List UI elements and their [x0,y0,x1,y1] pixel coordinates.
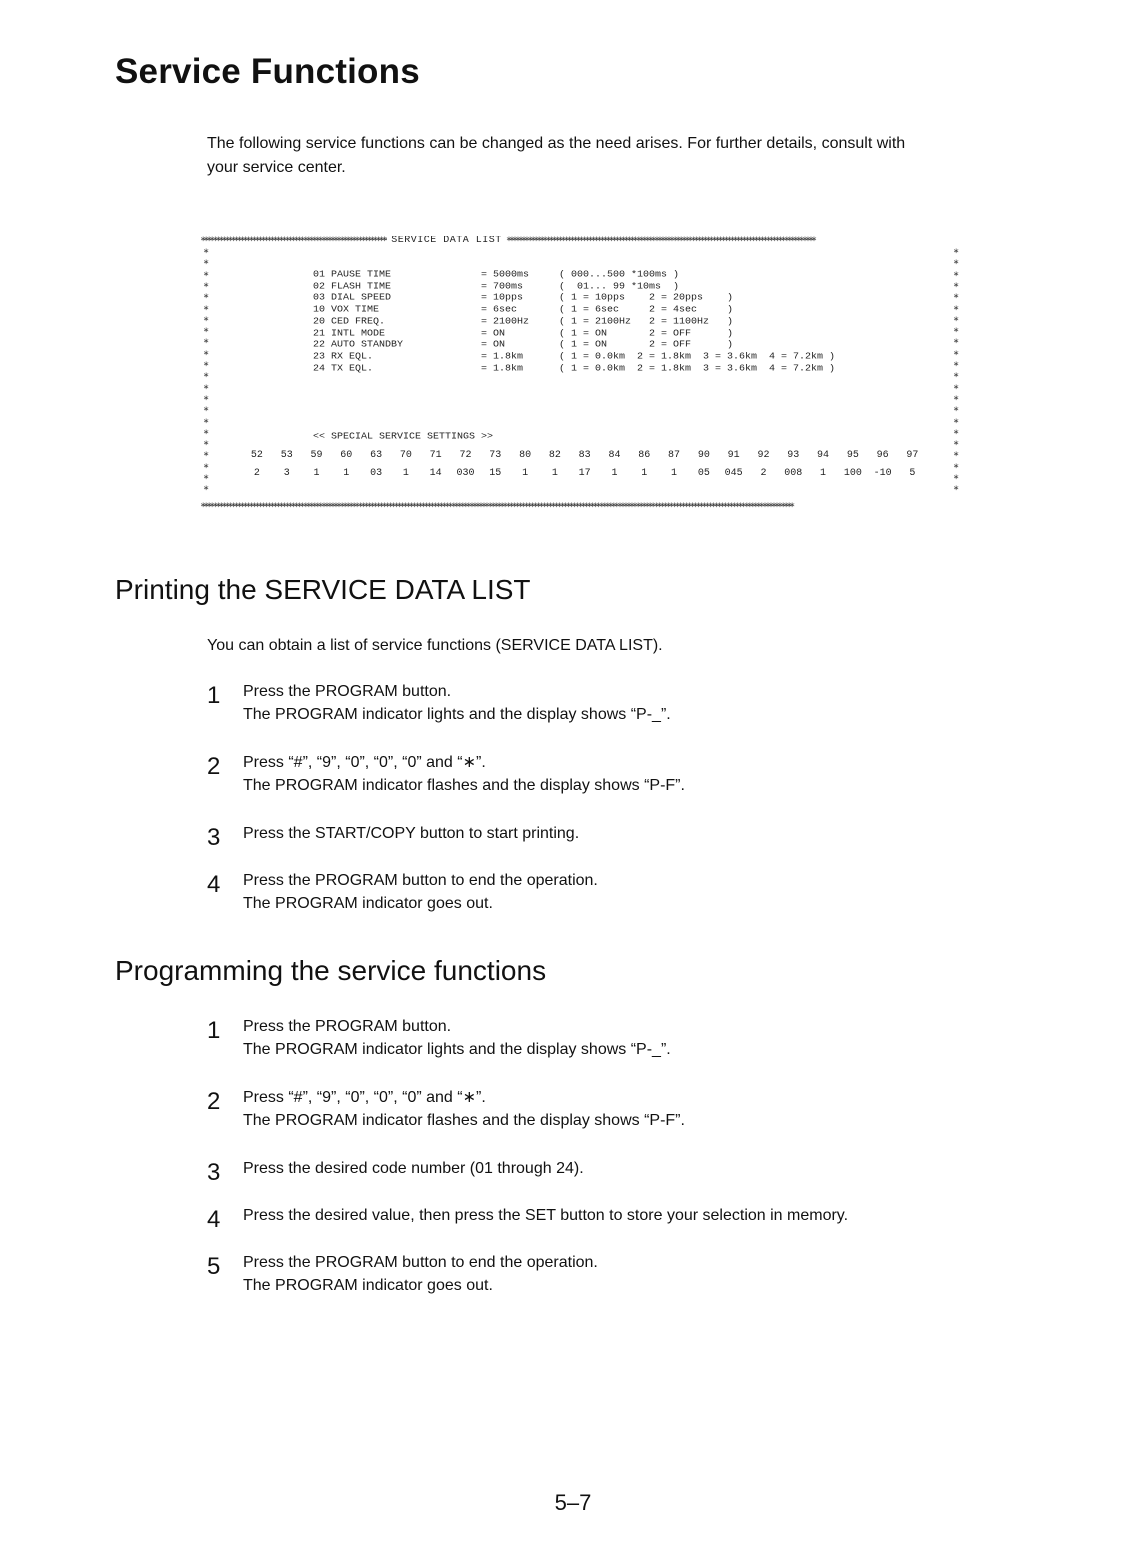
special-value: 03 [370,468,383,479]
service-options: ( 1 = 0.0km 2 = 1.8km 3 = 3.6km 4 = 7.2km ) [559,363,836,374]
border-star: ∗ [952,348,959,360]
step-text: Press the PROGRAM button. [243,683,452,700]
border-star: ∗ [203,393,210,405]
border-star: ∗ [952,450,959,462]
special-value: 15 [489,468,502,479]
special-value: 2 [253,468,260,479]
special-code: 60 [340,450,353,461]
border-star: ∗ [203,484,210,496]
border-star: ∗ [952,439,959,451]
service-row [313,270,679,281]
special-value: 008 [784,468,803,479]
special-code: 71 [429,450,442,461]
service-options: ( 1 = 0.0km 2 = 1.8km 3 = 3.6km 4 = 7.2km ) [559,351,836,362]
service-code: 21 INTL MODE [313,328,386,339]
border-star: ∗ [952,280,959,292]
service-row [313,329,733,340]
service-code: 02 FLASH TIME [313,281,392,292]
step-number: 1 [207,682,221,709]
special-values-row [242,468,927,480]
service-row [313,352,835,363]
step-number: 4 [207,871,221,898]
special-value: 1 [313,468,320,479]
service-code: 23 RX EQL. [313,351,374,362]
step-number: 3 [207,824,221,851]
page-title: Service Functions [115,52,420,91]
special-code: 70 [399,450,412,461]
step-number: 5 [207,1253,221,1280]
service-row [313,305,733,316]
border-star: ∗ [203,303,210,315]
border-star: ∗ [203,292,210,304]
step-number: 3 [207,1159,221,1186]
special-code: 82 [548,450,561,461]
special-code: 87 [668,450,681,461]
service-value: = ON [481,328,506,339]
border-star: ∗ [203,371,210,383]
border-star: ∗ [203,258,210,270]
special-code: 91 [727,450,740,461]
service-code: 10 VOX TIME [313,305,380,315]
service-code: 03 DIAL SPEED [313,293,392,304]
border-star: ∗ [952,393,959,405]
special-value: 045 [724,468,743,479]
special-code: 90 [697,450,710,461]
service-options: ( 1 = 10pps 2 = 20pps ) [559,293,734,304]
border-star: ∗ [952,292,959,304]
special-code: 52 [250,450,263,461]
service-data-list-printout [200,236,965,512]
special-code: 93 [787,450,800,461]
printout-bottom-border: ∗∗∗∗∗∗∗∗∗∗∗∗∗∗∗∗∗∗∗∗∗∗∗∗∗∗∗∗∗∗∗∗∗∗∗∗∗∗∗∗∗∗∗∗∗∗∗∗∗∗∗∗∗∗∗∗∗∗∗∗∗∗∗∗∗∗∗∗∗∗∗∗∗∗∗∗∗∗∗∗∗∗∗∗∗∗∗∗∗∗∗∗∗∗∗∗∗∗∗∗∗∗∗∗∗∗∗∗∗∗∗∗∗∗∗∗∗∗∗∗∗∗∗∗∗∗∗∗∗∗∗∗∗∗∗∗∗∗∗∗∗∗∗∗∗∗∗∗∗∗∗∗∗∗∗∗∗∗∗∗∗∗∗∗∗∗∗∗∗∗∗∗∗∗∗∗∗∗∗∗∗∗∗∗∗∗∗∗∗∗∗∗∗∗∗∗ [200,502,793,512]
border-star: ∗ [203,247,210,258]
step-text: Press the PROGRAM button to end the operation. [243,1254,598,1271]
step-text: Press “#”, “9”, “0”, “0”, “0” and “∗”. [243,1089,486,1106]
service-value: = 700ms [481,281,524,292]
border-star: ∗ [952,303,959,315]
special-value: 1 [641,468,648,479]
service-row [313,282,679,293]
special-value: 1 [402,468,409,479]
special-value: 1 [611,468,618,479]
step-text: Press the START/COPY button to start printing. [243,825,580,842]
special-settings-title: << SPECIAL SERVICE SETTINGS >> [313,432,494,442]
step-number: 4 [207,1206,221,1233]
step-text: Press “#”, “9”, “0”, “0”, “0” and “∗”. [243,754,486,771]
step-text: Press the desired code number (01 through 24). [243,1160,584,1177]
border-star: ∗ [952,461,959,473]
programming-section-heading: Programming the service functions [115,955,547,986]
border-star: ∗ [203,326,210,338]
service-options: ( 1 = ON 2 = OFF ) [559,328,734,339]
border-star: ∗ [952,269,959,281]
border-star: ∗ [952,314,959,326]
service-code: 01 PAUSE TIME [313,270,392,280]
step-text: Press the PROGRAM button to end the operation. [243,872,598,889]
service-options: ( 01... 99 *10ms ) [559,281,680,292]
step-number: 2 [207,1088,221,1115]
printout-top-border: ∗∗∗∗∗∗∗∗∗∗∗∗∗∗∗∗∗∗∗∗∗∗∗∗∗∗∗∗∗∗∗∗∗∗∗∗∗∗∗∗∗∗∗∗∗∗∗∗∗∗∗∗∗∗∗∗∗∗∗∗∗∗ SERVICE DATA LIST ∗∗∗∗∗∗∗∗∗∗∗∗∗∗∗∗∗∗∗∗∗∗∗∗∗∗∗∗∗∗∗∗∗∗∗∗∗∗∗∗∗∗∗∗∗∗∗∗∗∗∗∗∗∗∗∗∗∗∗∗∗∗∗∗∗∗∗∗∗∗∗∗∗∗∗∗∗∗∗∗∗∗∗∗∗∗∗∗∗∗∗∗∗∗∗∗∗∗∗∗∗∗ [200,236,814,246]
special-codes-row [242,450,927,462]
service-value: = 1.8km [481,363,524,374]
special-value: 17 [578,468,591,479]
special-value: 100 [843,468,862,479]
border-star: ∗ [203,280,210,292]
border-star: ∗ [203,461,210,473]
border-star: ∗ [203,337,210,349]
border-star: ∗ [952,405,959,417]
special-code: 83 [578,450,591,461]
border-star: ∗ [952,326,959,338]
border-star: ∗ [203,314,210,326]
service-options: ( 000...500 *100ms ) [559,270,680,280]
border-star: ∗ [203,427,210,439]
special-value: 1 [343,468,350,479]
special-code: 80 [519,450,532,461]
border-star: ∗ [952,484,959,496]
special-code: 53 [280,450,293,461]
service-row [313,340,733,351]
special-code: 95 [846,450,859,461]
special-value: 3 [283,468,290,479]
border-star: ∗ [952,473,959,484]
service-code: 20 CED FREQ. [313,316,386,327]
border-star: ∗ [203,382,210,394]
service-row [313,364,835,375]
border-star: ∗ [952,427,959,439]
special-value: 1 [671,468,678,479]
service-value: = 1.8km [481,351,524,362]
border-star: ∗ [203,450,210,462]
special-value: -10 [873,468,892,479]
service-value: = 5000ms [481,270,530,280]
step-text: The PROGRAM indicator goes out. [243,1277,493,1294]
intro-line-1: The following service functions can be changed as the need arises. For further details, consult with [207,135,906,152]
service-options: ( 1 = 6sec 2 = 4sec ) [559,305,734,315]
special-value: 1 [820,468,827,479]
border-star: ∗ [203,439,210,451]
border-star: ∗ [203,405,210,417]
special-code: 86 [638,450,651,461]
step-text: Press the desired value, then press the SET button to store your selection in memory. [243,1207,849,1224]
border-star: ∗ [203,416,210,428]
service-row [313,317,733,328]
service-code: 22 AUTO STANDBY [313,340,404,351]
border-star: ∗ [203,348,210,360]
border-star: ∗ [952,382,959,394]
border-star: ∗ [952,416,959,428]
special-value: 1 [551,468,558,479]
border-star: ∗ [952,337,959,349]
special-code: 84 [608,450,621,461]
step-text: The PROGRAM indicator flashes and the display shows “P-F”. [243,777,685,794]
intro-line-2: your service center. [207,159,346,176]
special-value: 14 [429,468,442,479]
border-star: ∗ [952,360,959,371]
printout-title: SERVICE DATA LIST [387,236,506,246]
border-star: ∗ [203,473,210,484]
border-star: ∗ [952,371,959,383]
step-text: Press the PROGRAM button. [243,1018,452,1035]
special-code: 96 [876,450,889,461]
special-value: 05 [697,468,710,479]
service-value: = 2100Hz [481,316,530,327]
border-star: ∗ [203,269,210,281]
service-options: ( 1 = ON 2 = OFF ) [559,340,734,351]
service-options: ( 1 = 2100Hz 2 = 1100Hz ) [559,316,734,327]
step-text: The PROGRAM indicator flashes and the display shows “P-F”. [243,1112,685,1129]
special-value: 1 [522,468,529,479]
step-text: The PROGRAM indicator goes out. [243,895,493,912]
special-code: 73 [489,450,502,461]
special-code: 94 [817,450,830,461]
service-value: = ON [481,340,506,351]
step-number: 2 [207,753,221,780]
service-row [313,293,733,304]
special-value: 5 [909,468,916,479]
service-value: = 10pps [481,293,524,304]
special-code: 72 [459,450,472,461]
printing-section-intro: You can obtain a list of service functions (SERVICE DATA LIST). [207,637,663,654]
special-code: 63 [370,450,383,461]
border-star: ∗ [952,258,959,270]
step-text: The PROGRAM indicator lights and the display shows “P-_”. [243,706,671,723]
border-star: ∗ [203,360,210,371]
step-text: The PROGRAM indicator lights and the display shows “P-_”. [243,1041,671,1058]
border-star: ∗ [952,247,959,258]
special-code: 59 [310,450,323,461]
service-code: 24 TX EQL. [313,363,374,374]
special-code: 92 [757,450,770,461]
special-value: 030 [456,468,475,479]
page-number: 5–7 [554,1490,592,1515]
service-value: = 6sec [481,305,518,315]
printing-section-heading: Printing the SERVICE DATA LIST [115,574,531,605]
special-code: 97 [906,450,919,461]
step-number: 1 [207,1017,221,1044]
special-value: 2 [760,468,767,479]
